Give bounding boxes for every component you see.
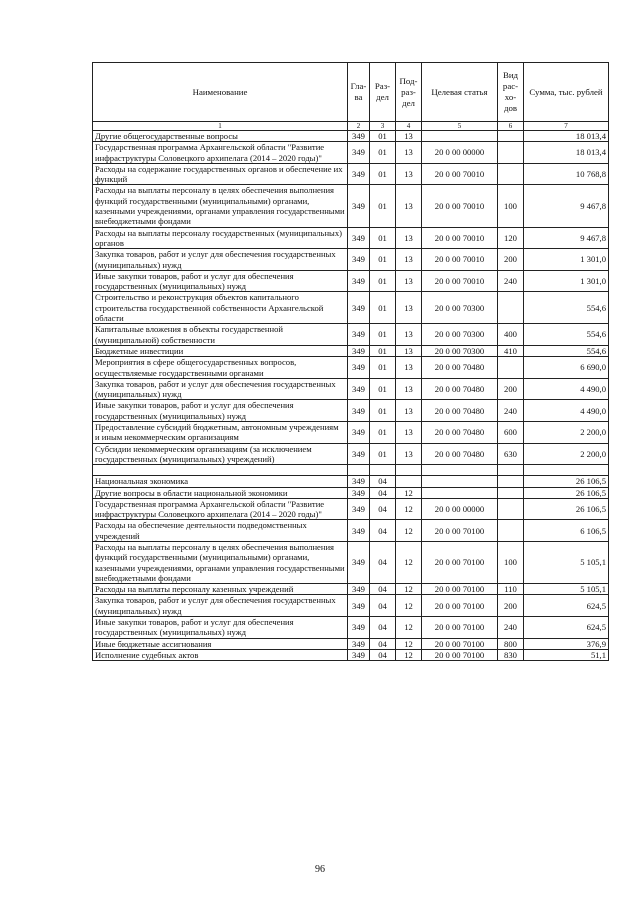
row-summa: 26 106,5 bbox=[524, 487, 609, 498]
row-vid: 200 bbox=[498, 249, 524, 271]
row-vid: 100 bbox=[498, 541, 524, 583]
row-summa: 1 301,0 bbox=[524, 249, 609, 271]
row-vid bbox=[498, 487, 524, 498]
row-summa: 554,6 bbox=[524, 292, 609, 324]
row-name: Мероприятия в сфере общегосударственных вопросов, осуществляемые государственными органами bbox=[93, 357, 348, 379]
row-celevaya: 20 0 00 70480 bbox=[422, 378, 498, 400]
row-vid bbox=[498, 498, 524, 520]
row-celevaya: 20 0 00 70010 bbox=[422, 163, 498, 185]
row-glava: 349 bbox=[348, 400, 370, 422]
table-row bbox=[93, 345, 609, 356]
row-glava: 349 bbox=[348, 541, 370, 583]
row-celevaya: 20 0 00 70010 bbox=[422, 185, 498, 227]
row-razdel: 01 bbox=[370, 270, 396, 292]
row-glava: 349 bbox=[348, 584, 370, 595]
table-row bbox=[93, 185, 609, 227]
row-vid: 240 bbox=[498, 617, 524, 639]
row-glava: 349 bbox=[348, 487, 370, 498]
row-celevaya: 20 0 00 70480 bbox=[422, 422, 498, 444]
row-summa: 4 490,0 bbox=[524, 378, 609, 400]
row-vid: 410 bbox=[498, 345, 524, 356]
table-row bbox=[93, 292, 609, 324]
row-celevaya: 20 0 00 70010 bbox=[422, 249, 498, 271]
row-razdel: 04 bbox=[370, 487, 396, 498]
row-vid: 630 bbox=[498, 443, 524, 465]
row-name: Иные закупки товаров, работ и услуг для обеспечения государственных (муниципальных) нужд bbox=[93, 400, 348, 422]
row-vid: 240 bbox=[498, 400, 524, 422]
row-vid bbox=[498, 163, 524, 185]
table-row bbox=[93, 476, 609, 487]
row-celevaya: 20 0 00 70100 bbox=[422, 617, 498, 639]
row-podrazdel: 12 bbox=[396, 595, 422, 617]
row-summa: 376,9 bbox=[524, 638, 609, 649]
row-podrazdel: 13 bbox=[396, 270, 422, 292]
row-razdel: 04 bbox=[370, 520, 396, 542]
row-summa: 18 013,4 bbox=[524, 142, 609, 164]
header-podrazdel: Под- раз- дел bbox=[396, 63, 422, 122]
row-celevaya: 20 0 00 70100 bbox=[422, 520, 498, 542]
table-row bbox=[93, 227, 609, 249]
table-row bbox=[93, 249, 609, 271]
row-podrazdel: 12 bbox=[396, 487, 422, 498]
row-summa: 6 690,0 bbox=[524, 357, 609, 379]
table-row bbox=[93, 649, 609, 660]
col-number: 4 bbox=[396, 122, 422, 131]
row-glava: 349 bbox=[348, 163, 370, 185]
header-summa: Сумма, тыс. рублей bbox=[524, 63, 609, 122]
row-name: Расходы на выплаты персоналу в целях обеспечения выполнения функций государственными (муниципальными) органами, казенными учреждениями, органами управления государственными внебюджетными фондами bbox=[93, 185, 348, 227]
budget-table bbox=[92, 62, 609, 661]
row-podrazdel: 13 bbox=[396, 357, 422, 379]
row-summa: 26 106,5 bbox=[524, 498, 609, 520]
row-razdel: 01 bbox=[370, 249, 396, 271]
row-glava: 349 bbox=[348, 520, 370, 542]
row-razdel: 01 bbox=[370, 345, 396, 356]
row-name: Иные закупки товаров, работ и услуг для обеспечения государственных (муниципальных) нужд bbox=[93, 270, 348, 292]
row-podrazdel: 13 bbox=[396, 345, 422, 356]
row-razdel: 04 bbox=[370, 541, 396, 583]
row-podrazdel: 12 bbox=[396, 638, 422, 649]
row-name: Строительство и реконструкция объектов капитального строительства государственной собственности Архангельской области bbox=[93, 292, 348, 324]
row-summa: 51,1 bbox=[524, 649, 609, 660]
row-glava: 349 bbox=[348, 270, 370, 292]
header-celevaya: Целевая статья bbox=[422, 63, 498, 122]
row-vid bbox=[498, 465, 524, 476]
table-row bbox=[93, 584, 609, 595]
row-razdel: 01 bbox=[370, 227, 396, 249]
row-vid: 400 bbox=[498, 324, 524, 346]
row-glava: 349 bbox=[348, 498, 370, 520]
row-podrazdel: 12 bbox=[396, 520, 422, 542]
row-razdel: 04 bbox=[370, 617, 396, 639]
row-summa: 554,6 bbox=[524, 324, 609, 346]
col-number: 5 bbox=[422, 122, 498, 131]
row-razdel: 01 bbox=[370, 422, 396, 444]
row-summa: 1 301,0 bbox=[524, 270, 609, 292]
row-celevaya: 20 0 00 70480 bbox=[422, 357, 498, 379]
row-glava: 349 bbox=[348, 617, 370, 639]
row-celevaya: 20 0 00 70480 bbox=[422, 400, 498, 422]
row-name: Предоставление субсидий бюджетным, автономным учреждениям и иным некоммерческим организациям bbox=[93, 422, 348, 444]
row-razdel: 01 bbox=[370, 400, 396, 422]
row-name: Закупка товаров, работ и услуг для обеспечения государственных (муниципальных) нужд bbox=[93, 378, 348, 400]
row-name: Государственная программа Архангельской области "Развитие инфраструктуры Соловецкого архипелага (2014 – 2020 годы)" bbox=[93, 142, 348, 164]
row-celevaya: 20 0 00 00000 bbox=[422, 142, 498, 164]
row-celevaya: 20 0 00 70300 bbox=[422, 292, 498, 324]
row-summa: 4 490,0 bbox=[524, 400, 609, 422]
row-name bbox=[93, 465, 348, 476]
row-name: Государственная программа Архангельской области "Развитие инфраструктуры Соловецкого архипелага (2014 – 2020 годы)" bbox=[93, 498, 348, 520]
row-celevaya bbox=[422, 476, 498, 487]
row-razdel bbox=[370, 465, 396, 476]
table-row bbox=[93, 520, 609, 542]
row-podrazdel: 12 bbox=[396, 617, 422, 639]
page-number: 96 bbox=[315, 864, 325, 875]
row-name: Иные бюджетные ассигнования bbox=[93, 638, 348, 649]
row-celevaya: 20 0 00 70480 bbox=[422, 443, 498, 465]
row-razdel: 04 bbox=[370, 649, 396, 660]
row-podrazdel: 13 bbox=[396, 324, 422, 346]
row-razdel: 01 bbox=[370, 163, 396, 185]
row-glava: 349 bbox=[348, 649, 370, 660]
col-number: 7 bbox=[524, 122, 609, 131]
row-razdel: 01 bbox=[370, 443, 396, 465]
row-podrazdel: 13 bbox=[396, 227, 422, 249]
row-glava: 349 bbox=[348, 227, 370, 249]
row-glava: 349 bbox=[348, 638, 370, 649]
row-name: Исполнение судебных актов bbox=[93, 649, 348, 660]
row-summa: 5 105,1 bbox=[524, 541, 609, 583]
row-razdel: 04 bbox=[370, 584, 396, 595]
row-vid: 800 bbox=[498, 638, 524, 649]
row-podrazdel bbox=[396, 465, 422, 476]
row-celevaya: 20 0 00 70300 bbox=[422, 345, 498, 356]
row-glava: 349 bbox=[348, 131, 370, 142]
row-razdel: 04 bbox=[370, 595, 396, 617]
row-name: Закупка товаров, работ и услуг для обеспечения государственных (муниципальных) нужд bbox=[93, 595, 348, 617]
row-glava: 349 bbox=[348, 185, 370, 227]
row-celevaya: 20 0 00 70100 bbox=[422, 541, 498, 583]
row-razdel: 04 bbox=[370, 498, 396, 520]
row-summa: 26 106,5 bbox=[524, 476, 609, 487]
row-glava bbox=[348, 465, 370, 476]
row-summa: 9 467,8 bbox=[524, 185, 609, 227]
row-celevaya: 20 0 00 70100 bbox=[422, 638, 498, 649]
row-vid: 110 bbox=[498, 584, 524, 595]
row-celevaya: 20 0 00 70300 bbox=[422, 324, 498, 346]
row-glava: 349 bbox=[348, 345, 370, 356]
row-glava: 349 bbox=[348, 324, 370, 346]
row-glava: 349 bbox=[348, 249, 370, 271]
row-vid: 600 bbox=[498, 422, 524, 444]
row-podrazdel: 13 bbox=[396, 378, 422, 400]
table-row bbox=[93, 400, 609, 422]
table-row bbox=[93, 465, 609, 476]
row-glava: 349 bbox=[348, 357, 370, 379]
row-celevaya: 20 0 00 70100 bbox=[422, 584, 498, 595]
row-celevaya: 20 0 00 00000 bbox=[422, 498, 498, 520]
row-podrazdel: 13 bbox=[396, 400, 422, 422]
row-summa: 10 768,8 bbox=[524, 163, 609, 185]
col-number: 1 bbox=[93, 122, 348, 131]
row-name: Иные закупки товаров, работ и услуг для обеспечения государственных (муниципальных) нужд bbox=[93, 617, 348, 639]
table-row bbox=[93, 163, 609, 185]
table-row bbox=[93, 487, 609, 498]
table-row bbox=[93, 498, 609, 520]
row-name: Расходы на выплаты персоналу государственных (муниципальных) органов bbox=[93, 227, 348, 249]
table-body bbox=[93, 131, 609, 661]
row-name: Закупка товаров, работ и услуг для обеспечения государственных (муниципальных) нужд bbox=[93, 249, 348, 271]
table-row bbox=[93, 617, 609, 639]
col-number: 6 bbox=[498, 122, 524, 131]
row-glava: 349 bbox=[348, 292, 370, 324]
row-glava: 349 bbox=[348, 378, 370, 400]
table-row bbox=[93, 357, 609, 379]
col-number: 3 bbox=[370, 122, 396, 131]
table-row bbox=[93, 638, 609, 649]
row-celevaya: 20 0 00 70100 bbox=[422, 649, 498, 660]
row-razdel: 01 bbox=[370, 292, 396, 324]
row-razdel: 01 bbox=[370, 378, 396, 400]
table-row bbox=[93, 378, 609, 400]
row-celevaya bbox=[422, 465, 498, 476]
row-summa: 9 467,8 bbox=[524, 227, 609, 249]
table-row bbox=[93, 142, 609, 164]
row-podrazdel: 12 bbox=[396, 584, 422, 595]
table-row bbox=[93, 131, 609, 142]
row-vid bbox=[498, 131, 524, 142]
row-vid: 200 bbox=[498, 595, 524, 617]
header-row bbox=[93, 63, 609, 122]
row-vid: 120 bbox=[498, 227, 524, 249]
row-vid bbox=[498, 520, 524, 542]
row-celevaya bbox=[422, 487, 498, 498]
row-summa: 624,5 bbox=[524, 595, 609, 617]
row-vid bbox=[498, 292, 524, 324]
row-podrazdel: 13 bbox=[396, 142, 422, 164]
row-podrazdel: 13 bbox=[396, 292, 422, 324]
row-vid: 100 bbox=[498, 185, 524, 227]
row-vid: 830 bbox=[498, 649, 524, 660]
row-name: Бюджетные инвестиции bbox=[93, 345, 348, 356]
row-name: Другие вопросы в области национальной экономики bbox=[93, 487, 348, 498]
row-glava: 349 bbox=[348, 476, 370, 487]
row-summa: 6 106,5 bbox=[524, 520, 609, 542]
row-vid: 240 bbox=[498, 270, 524, 292]
row-name: Расходы на содержание государственных органов и обеспечение их функций bbox=[93, 163, 348, 185]
table-row bbox=[93, 595, 609, 617]
header-name: Наименование bbox=[93, 63, 348, 122]
row-celevaya: 20 0 00 70010 bbox=[422, 270, 498, 292]
table-row bbox=[93, 270, 609, 292]
row-name: Другие общегосударственные вопросы bbox=[93, 131, 348, 142]
row-name: Капитальные вложения в объекты государственной (муниципальной) собственности bbox=[93, 324, 348, 346]
row-summa: 2 200,0 bbox=[524, 443, 609, 465]
row-podrazdel bbox=[396, 476, 422, 487]
row-glava: 349 bbox=[348, 443, 370, 465]
row-vid: 200 bbox=[498, 378, 524, 400]
row-celevaya bbox=[422, 131, 498, 142]
row-razdel: 01 bbox=[370, 357, 396, 379]
row-razdel: 01 bbox=[370, 142, 396, 164]
row-podrazdel: 13 bbox=[396, 185, 422, 227]
row-name: Расходы на выплаты персоналу казенных учреждений bbox=[93, 584, 348, 595]
row-celevaya: 20 0 00 70100 bbox=[422, 595, 498, 617]
row-vid bbox=[498, 357, 524, 379]
row-summa: 18 013,4 bbox=[524, 131, 609, 142]
row-podrazdel: 13 bbox=[396, 131, 422, 142]
header-glava: Гла- ва bbox=[348, 63, 370, 122]
row-podrazdel: 12 bbox=[396, 498, 422, 520]
row-name: Субсидии некоммерческим организациям (за исключением государственных (муниципальных) учреждений) bbox=[93, 443, 348, 465]
header-razdel: Раз- дел bbox=[370, 63, 396, 122]
row-razdel: 01 bbox=[370, 324, 396, 346]
row-podrazdel: 12 bbox=[396, 649, 422, 660]
row-razdel: 01 bbox=[370, 131, 396, 142]
row-summa: 2 200,0 bbox=[524, 422, 609, 444]
row-glava: 349 bbox=[348, 595, 370, 617]
row-podrazdel: 13 bbox=[396, 249, 422, 271]
row-podrazdel: 13 bbox=[396, 163, 422, 185]
row-name: Расходы на обеспечение деятельности подведомственных учреждений bbox=[93, 520, 348, 542]
row-summa: 624,5 bbox=[524, 617, 609, 639]
table-row bbox=[93, 324, 609, 346]
row-podrazdel: 13 bbox=[396, 422, 422, 444]
column-number-row bbox=[93, 122, 609, 131]
col-number: 2 bbox=[348, 122, 370, 131]
row-podrazdel: 13 bbox=[396, 443, 422, 465]
row-summa: 554,6 bbox=[524, 345, 609, 356]
row-celevaya: 20 0 00 70010 bbox=[422, 227, 498, 249]
row-summa: 5 105,1 bbox=[524, 584, 609, 595]
row-glava: 349 bbox=[348, 142, 370, 164]
row-summa bbox=[524, 465, 609, 476]
table-row bbox=[93, 541, 609, 583]
table-row bbox=[93, 443, 609, 465]
row-razdel: 01 bbox=[370, 185, 396, 227]
table-row bbox=[93, 422, 609, 444]
header-vid: Вид рас- хо- дов bbox=[498, 63, 524, 122]
row-glava: 349 bbox=[348, 422, 370, 444]
row-razdel: 04 bbox=[370, 476, 396, 487]
row-vid bbox=[498, 476, 524, 487]
row-podrazdel: 12 bbox=[396, 541, 422, 583]
row-name: Национальная экономика bbox=[93, 476, 348, 487]
row-vid bbox=[498, 142, 524, 164]
row-razdel: 04 bbox=[370, 638, 396, 649]
row-name: Расходы на выплаты персоналу в целях обеспечения выполнения функций государственными (муниципальными) органами, казенными учреждениями, органами управления государственными внебюджетными фондами bbox=[93, 541, 348, 583]
